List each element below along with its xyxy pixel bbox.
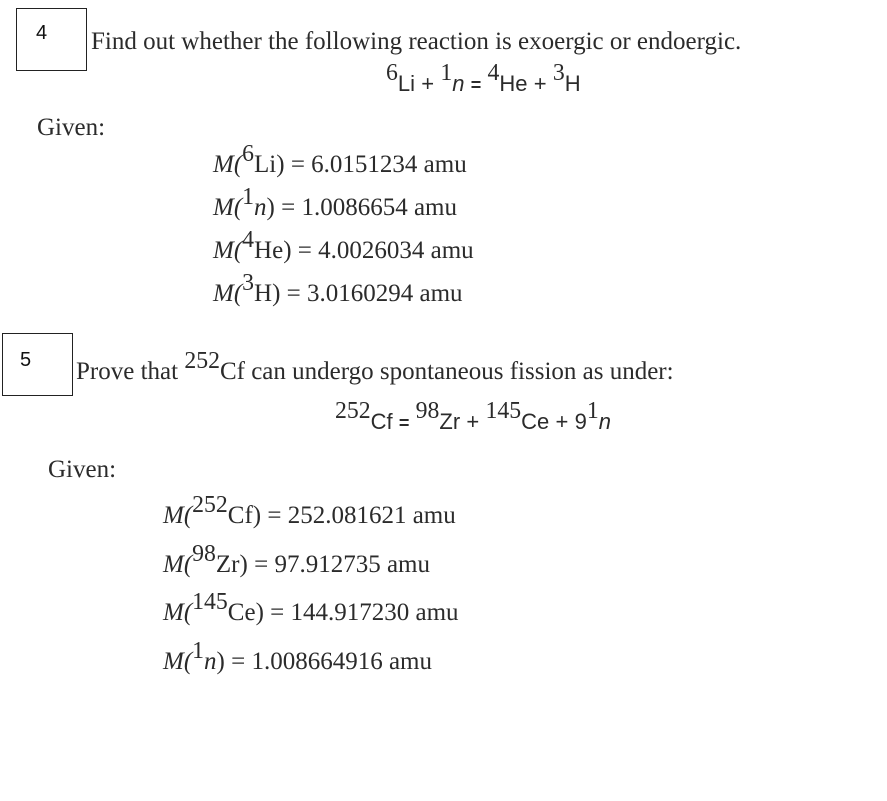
li-symbol: Li: [397, 71, 415, 96]
neutron-coefficient: 9: [574, 409, 587, 434]
element-symbol: H: [254, 280, 273, 307]
mass-prefix: M(: [213, 151, 243, 178]
zr98-mass-number: 98: [415, 398, 440, 425]
given-label-4: Given:: [37, 114, 106, 141]
n-symbol: n: [452, 71, 465, 96]
given-label-5: Given:: [48, 456, 117, 483]
prompt-text-post: Cf can undergo spontaneous fission as under:: [219, 358, 674, 385]
question-number-box-5: [2, 333, 73, 396]
plus-sign: +: [421, 71, 435, 96]
element-symbol: Cf: [227, 502, 253, 529]
mass-line-n1: [213, 184, 457, 222]
mass-prefix: M(: [213, 194, 243, 221]
he-symbol: He: [499, 71, 528, 96]
zr-symbol: Zr: [439, 409, 461, 434]
plus-sign: +: [555, 409, 569, 434]
prompt-text-pre: Prove that: [76, 358, 185, 385]
mass-value: ) = 6.0151234 amu: [276, 151, 467, 178]
mass-value: ) = 1.008664916 amu: [216, 648, 432, 675]
element-symbol: Ce: [227, 599, 256, 626]
element-symbol: n: [254, 194, 267, 221]
mass-prefix: M(: [163, 599, 193, 626]
question-number-4: 4: [36, 22, 48, 44]
mass-line-cf252: [163, 492, 456, 530]
question-number-box-4: [16, 8, 87, 71]
mass-number: 98: [192, 541, 216, 568]
h3-mass-number: 3: [552, 60, 565, 87]
plus-sign: +: [466, 409, 480, 434]
reaction-arrow: =: [398, 413, 410, 433]
mass-line-zr98: [163, 541, 430, 579]
mass-value: ) = 144.917230 amu: [255, 599, 459, 626]
mass-value: ) = 1.0086654 amu: [266, 194, 457, 221]
mass-number: 6: [242, 141, 255, 168]
mass-line-he4: [213, 227, 474, 265]
mass-prefix: M(: [163, 551, 193, 578]
mass-number: 3: [242, 270, 255, 297]
ce-symbol: Ce: [521, 409, 550, 434]
mass-value: ) = 4.0026034 amu: [283, 237, 474, 264]
mass-line-h3: [213, 270, 463, 308]
mass-prefix: M(: [213, 280, 243, 307]
mass-line-ce145: [163, 589, 459, 627]
cf252-mass-number: 252: [335, 398, 371, 425]
mass-value: ) = 252.081621 amu: [252, 502, 456, 529]
element-symbol: He: [254, 237, 284, 264]
mass-prefix: M(: [163, 648, 193, 675]
cf252-mass-number: 252: [184, 348, 220, 375]
question-4-reaction: [386, 60, 581, 98]
li6-mass-number: 6: [386, 60, 398, 87]
element-symbol: n: [204, 648, 217, 675]
he4-mass-number: 4: [487, 60, 500, 87]
mass-number: 1: [242, 184, 255, 211]
question-4-prompt: Find out whether the following reaction is exoergic or endoergic.: [91, 28, 742, 55]
n1-mass-number: 1: [440, 60, 453, 87]
mass-number: 252: [192, 492, 228, 519]
mass-number: 1: [192, 638, 205, 665]
mass-line-n1: [163, 638, 432, 676]
reaction-arrow: =: [470, 75, 482, 95]
h-symbol: H: [564, 71, 581, 96]
mass-value: ) = 97.912735 amu: [239, 551, 430, 578]
mass-value: ) = 3.0160294 amu: [272, 280, 463, 307]
plus-sign: +: [533, 71, 547, 96]
cf-symbol: Cf: [370, 409, 393, 434]
n1-mass-number: 1: [586, 398, 599, 425]
question-number-5: 5: [20, 349, 32, 371]
mass-line-li6: [213, 141, 467, 179]
mass-number: 145: [192, 589, 228, 616]
mass-prefix: M(: [213, 237, 243, 264]
question-5-reaction: [335, 398, 611, 436]
question-5-prompt: [76, 348, 674, 386]
mass-prefix: M(: [163, 502, 193, 529]
mass-number: 4: [242, 227, 255, 254]
element-symbol: Li: [254, 151, 277, 178]
element-symbol: Zr: [215, 551, 240, 578]
n-symbol: n: [598, 409, 611, 434]
ce145-mass-number: 145: [485, 398, 522, 425]
